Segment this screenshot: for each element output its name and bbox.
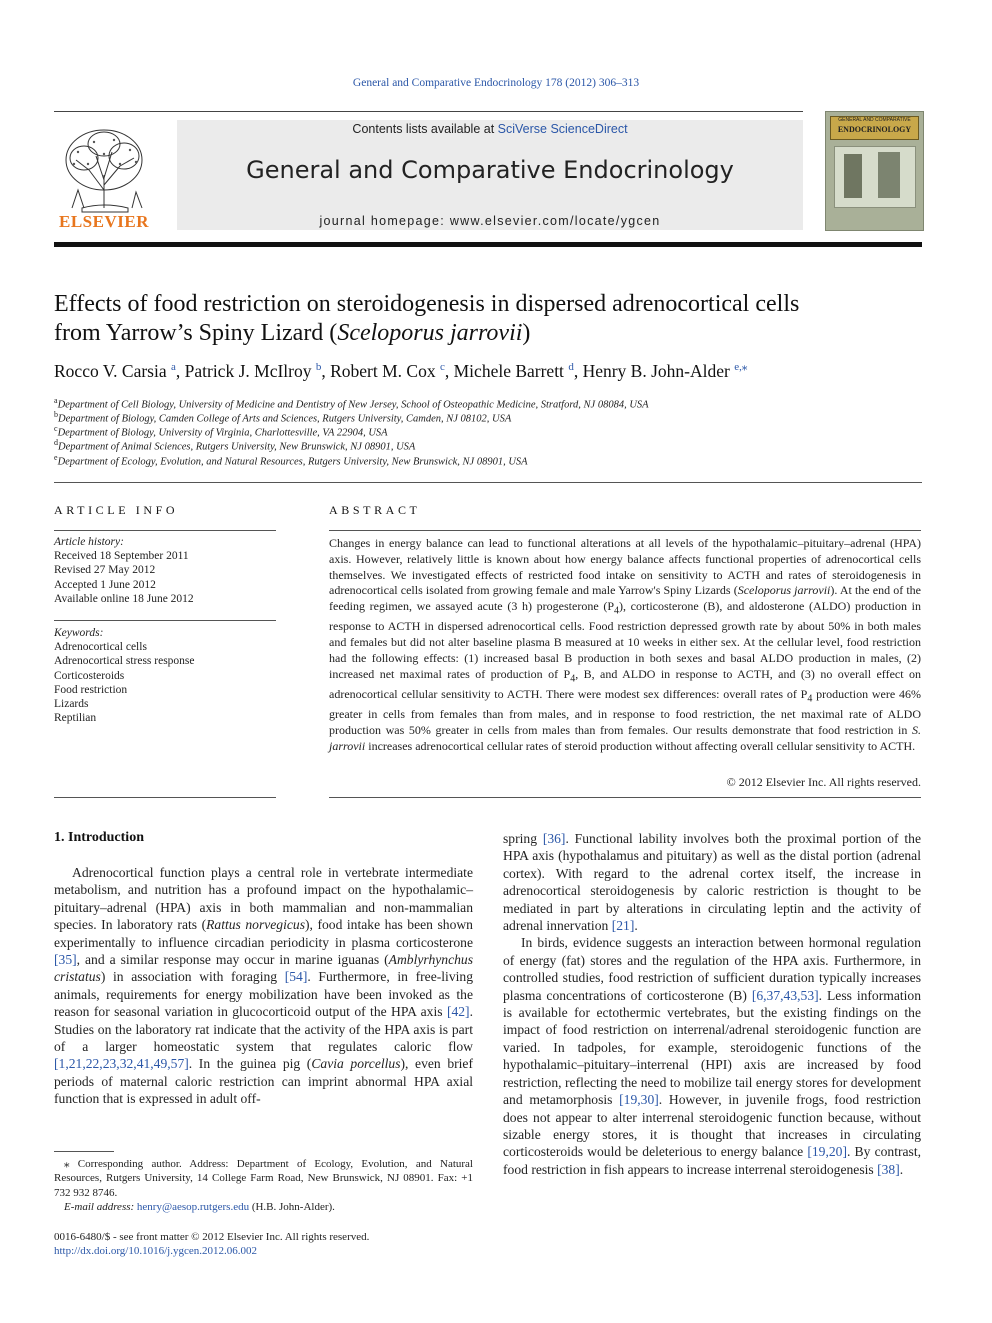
citation-link[interactable]: [19,20] (807, 1144, 847, 1160)
title-species: Sceloporus jarrovii (337, 320, 523, 346)
header-top-rule (54, 111, 803, 112)
citation-link[interactable]: [6,37,43,53] (751, 987, 819, 1003)
intro-right-column (503, 830, 921, 1178)
author-name[interactable]: Patrick J. McIlroy (184, 360, 312, 381)
abstract-text: increases adrenocortical cellular rates of steroid production without affecting overall cellular sensitivity to ACTH. (365, 738, 916, 753)
citation-link[interactable]: [54] (284, 969, 308, 985)
keyword: Reptilian (54, 712, 97, 725)
citation-link[interactable]: [38] (877, 1161, 900, 1177)
title-line-1: Effects of food restriction on steroidogenesis in dispersed adrenocortical cells (54, 291, 800, 317)
author-sup[interactable]: b (315, 361, 322, 373)
body-text: ), food intake has been shown experimentally to influence circadian periodicity in plasma corticosterone (54, 917, 473, 950)
keywords-label: Keywords: (54, 627, 104, 639)
abstract-copyright: © 2012 Elsevier Inc. All rights reserved. (726, 775, 921, 789)
header-thick-rule (54, 242, 922, 247)
affiliation-text: Department of Biology, Camden College of Arts and Sciences, Rutgers University, Camden, NJ 08102, USA (58, 413, 512, 425)
body-text: . Studies on the laboratory rat indicate that the activity of the HPA axis is part of a larger homeostatic system that regulates caloric flow (54, 1004, 473, 1055)
species-name: Cavia porcellus (311, 1056, 401, 1072)
history-item: Received 18 September 2011 (54, 550, 189, 563)
history-label: Article history: (54, 536, 124, 548)
body-text: . However, in juvenile frogs, food restriction does not appear to alter interrenal steroidogenic function because, without sizable energy stores, it is thought that increases in circulating corticosteroids would be deleterious to energy balance (503, 1092, 921, 1160)
author-sup[interactable]: d (568, 361, 574, 373)
abstract-text: Changes in energy balance can lead to functional alterations at all levels of the hypothalamic–pituitary–adrenal (HPA) axis. However, relatively little is known about how energy balance affects functional properties of adrenocortical cells themselves. We investigated effects of restricted food intake on sensitivity to ACTH and rates of steroidogenesis in adrenocortical cells isolated from growing female and male Yarrow's Spiny Lizards ( (329, 536, 921, 598)
divider (329, 797, 921, 798)
journal-citation[interactable]: General and Comparative Endocrinology 178 (2012) 306–313 (352, 77, 640, 89)
subscript: 4 (570, 673, 576, 685)
title-part-a: from Yarrow’s Spiny Lizard ( (54, 320, 338, 346)
affiliation-d (54, 438, 934, 453)
cover-title-top: GENERAL AND COMPARATIVE (838, 117, 911, 123)
citation-link[interactable]: [1,21,22,23,32,41,49,57] (54, 1056, 189, 1072)
body-text: spring (503, 831, 543, 846)
affiliation-e (54, 453, 934, 468)
intro-left-column (54, 864, 473, 1108)
affiliation-sup: e (54, 453, 58, 462)
affiliation-text: Department of Ecology, Evolution, and Natural Resources, Rutgers University, New Brunswick, NJ 08901, USA (57, 456, 528, 468)
body-text: . In the guinea pig ( (188, 1056, 312, 1072)
front-matter-note (54, 1230, 369, 1259)
divider (54, 797, 276, 798)
elsevier-wordmark: ELSEVIER (59, 212, 149, 231)
abstract-text: , B, and ALDO in response to ACTH, and (3) no overall effect on adrenocortical cellular sensitivity to ACTH. There were modest sex differences: overall rates of P (329, 666, 921, 701)
affiliation-sup: b (54, 410, 58, 419)
email-label: E-mail address: (64, 1200, 137, 1213)
intro-paragraph (54, 864, 473, 1108)
keywords (54, 626, 276, 725)
body-text: ), even brief periods of maternal caloric restriction can imprint abnormal HPA axial function that is expressed in adult off- (54, 1056, 473, 1107)
affiliation-sup: d (54, 438, 58, 447)
article-title (54, 290, 934, 348)
history-item: Accepted 1 June 2012 (54, 578, 156, 591)
author-name[interactable]: Rocco V. Carsia (54, 360, 167, 381)
cover-title-main: ENDOCRINOLOGY (837, 125, 912, 134)
divider (54, 620, 276, 621)
citation-link[interactable]: [42] (446, 1004, 470, 1020)
doi-link[interactable]: http://dx.doi.org/10.1016/j.ygcen.2012.06.002 (54, 1245, 257, 1258)
affiliation-sup: c (54, 424, 58, 433)
author-name[interactable]: Henry B. John-Alder (582, 360, 730, 381)
corresponding-author-footnote (54, 1157, 473, 1214)
affiliation-text: Department of Biology, University of Virginia, Charlottesville, VA 22904, USA (57, 427, 388, 439)
keyword: Adrenocortical stress response (54, 655, 195, 668)
article-info-heading: ARTICLE INFO (54, 503, 179, 517)
author-sup[interactable]: a (170, 361, 176, 373)
article-history (54, 535, 276, 606)
email-link[interactable]: henry@aesop.rutgers.edu (136, 1200, 250, 1213)
contents-prefix: Contents lists available at (352, 122, 498, 136)
issn-line: 0016-6480/$ - see front matter © 2012 Elsevier Inc. All rights reserved. (54, 1231, 370, 1243)
abstract-text: ). At the end of the feeding regimen, we assayed acute (3 h) progesterone (P (329, 583, 921, 614)
footnote-star: ⁎ (64, 1158, 70, 1170)
history-item: Available online 18 June 2012 (54, 592, 194, 605)
subscript: 4 (614, 605, 619, 617)
sciencedirect-link[interactable]: SciVerse ScienceDirect (497, 122, 628, 136)
keyword: Corticosteroids (54, 669, 125, 682)
journal-homepage[interactable]: journal homepage: www.elsevier.com/locate/ygcen (319, 214, 661, 228)
divider (54, 530, 276, 531)
abstract-species: Sceloporus jarrovii (737, 583, 831, 598)
keyword: Food restriction (54, 683, 128, 696)
author-sup[interactable]: c (439, 361, 445, 373)
body-text: In birds, evidence suggests an interaction between hormonal regulation of energy (fat) stores and the regulation of the HPA axis. Furthermore, in controlled studies, food restriction of sufficient duration typically increases plasma concentrations of corticosterone (B) (503, 935, 921, 1003)
author-sup[interactable]: e,⁎ (734, 361, 748, 373)
body-text: . By contrast, food restriction in fish appears to increase interrenal steroidogenesis (503, 1144, 921, 1177)
author-list: Rocco V. Carsia $^a$, Patrick J. McIlroy $^b$, Robert M. Cox $^c$, Michele Barrett $^d$, Henry B. John-Alder $^{e,⁎}$ (54, 360, 748, 381)
body-text: Adrenocortical function plays a central role in vertebrate intermediate metabolism, and nutrition has a profound impact on the hypothalamic–pituitary–adrenal (HPA) axis in both mammalian and non-mammalian species. In laboratory rats ( (54, 865, 473, 933)
author-name[interactable]: Robert M. Cox (330, 360, 436, 381)
intro-paragraph (503, 830, 921, 934)
footnote-rule (54, 1151, 114, 1152)
affiliation-b (54, 410, 934, 425)
abstract-heading: ABSTRACT (329, 503, 421, 517)
section-heading-introduction: 1. Introduction (54, 830, 144, 845)
author-name[interactable]: Michele Barrett (453, 360, 564, 381)
divider (329, 530, 921, 531)
body-text: . Furthermore, in free-living animals, requirements for energy mobilization have been invoked as the reason for seasonal variation in glucocorticoid output of the HPA axis (54, 969, 473, 1020)
divider (54, 482, 922, 483)
title-line-2 (54, 319, 934, 348)
affiliation-text: Department of Cell Biology, University of Medicine and Dentistry of New Jersey, School of Osteopathic Medicine, Stratford, NJ 08084, USA (57, 399, 649, 411)
affiliation-a (54, 396, 934, 411)
body-text: ) in association with foraging (100, 969, 285, 985)
contents-line (177, 122, 803, 136)
abstract-species: S. jarrovii (329, 722, 921, 753)
body-text: . (634, 918, 638, 934)
species-name: Amblyrhynchus cristatus (54, 952, 473, 985)
body-text: . Functional lability involves both the proximal portion of the HPA axis (hypothalamus and pituitary) as well as the distal portion (adrenal cortex). With regard to the adrenal cortex itself, the increase in adrenocortical steroidogenesis by caloric restriction is thought to be mediated in part by alterations in circulating leptin and the activity of adrenal innervation (503, 831, 921, 934)
title-part-b: ) (522, 320, 531, 346)
body-text: , and a similar response may occur in marine iguanas ( (76, 952, 389, 968)
keyword: Adrenocortical cells (54, 641, 147, 654)
footnote-text: Corresponding author. Address: Department of Ecology, Evolution, and Natural Resources, Rutgers University, 14 College Farm Road, New Brunswick, NJ 08901. Fax: +1 732 932 8746. (54, 1158, 473, 1199)
intro-paragraph (503, 934, 921, 1178)
journal-name: General and Comparative Endocrinology (246, 156, 734, 184)
citation-link[interactable]: [21] (611, 918, 635, 934)
abstract-text: ), corticosterone (B), and aldosterone (ALDO) production in response to ACTH in dispersed adrenocortical cells. Food restriction depressed growth rate by about 50% in both males and females but did not alter baseline plasma B measured at 10 weeks in either sex. At the cellular level, food restriction had the following effects: (1) increased basal B production in both sexes and basal ALDO production in males, (2) increased net maximal rates of production of P (329, 599, 921, 681)
journal-cover-image (825, 111, 924, 231)
keyword: Lizards (54, 698, 89, 711)
abstract-body (329, 536, 921, 755)
subscript: 4 (807, 693, 813, 705)
body-text: . (899, 1161, 904, 1177)
citation-link[interactable]: [36] (542, 831, 566, 846)
citation-link[interactable]: [35] (54, 952, 77, 968)
footnote-text: (H.B. John-Alder). (249, 1200, 335, 1213)
species-name: Rattus norvegicus (206, 917, 306, 933)
history-item: Revised 27 May 2012 (54, 564, 156, 577)
abstract-text: production were 46% greater in cells from females than from males, and in response to food restriction, the net maximal rate of ALDO production was 50% greater in cells from males than from females. Our results demonstrate that food restriction in (329, 686, 921, 737)
affiliation-text: Department of Animal Sciences, Rutgers University, New Brunswick, NJ 08901, USA (58, 441, 416, 453)
citation-link[interactable]: [19,30] (619, 1092, 659, 1108)
affiliation-sup: a (54, 396, 58, 405)
body-text: . Less information is available for ectothermic vertebrates, but the existing findings on the impact of food restriction on interrenal/adrenal steroidogenic function are varied. In tadpoles, for example, steroidogenic functions of the hypothalamic–pituitary–interrenal (HPI) axis are increased by food restriction, reflecting the need to mobilize tail energy stores for development and metamorphosis (503, 987, 921, 1108)
affiliation-c (54, 424, 934, 439)
